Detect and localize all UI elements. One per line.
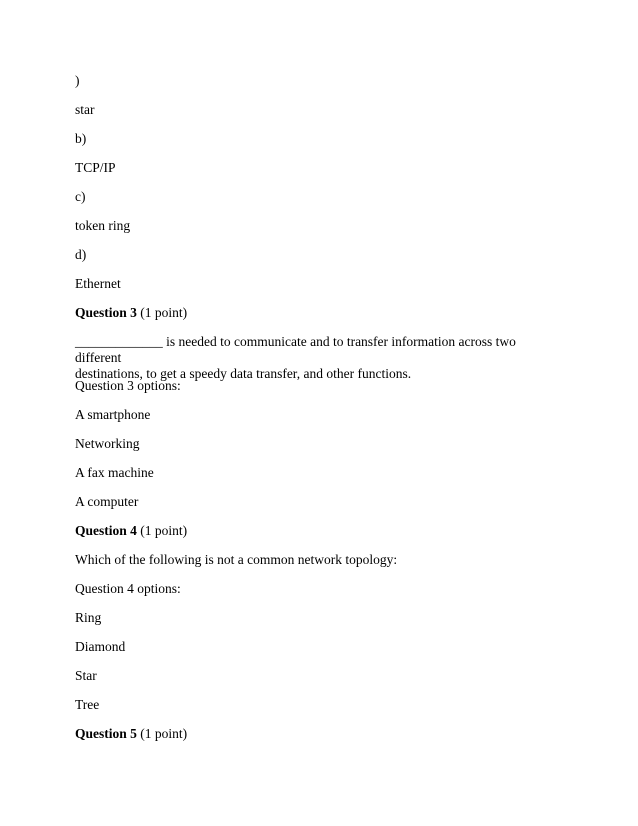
q2-label-d: d)	[75, 247, 87, 262]
q4-question-text: Which of the following is not a common network topology:	[75, 552, 398, 567]
q3-option[interactable]: A smartphone	[75, 407, 151, 422]
q3-option[interactable]: A fax machine	[75, 465, 154, 480]
q2-option-b: TCP/IP	[75, 160, 116, 175]
q3-question-text	[75, 334, 545, 382]
q4-heading	[75, 523, 187, 539]
q2-option-c: token ring	[75, 218, 131, 233]
q3-text-line2: destinations, to get a speedy data transfer, and other functions.	[75, 366, 412, 381]
q3-option[interactable]: A computer	[75, 494, 139, 509]
q3-title: Question 3	[75, 305, 137, 320]
q2-label-b: b)	[75, 131, 87, 146]
q5-heading	[75, 726, 187, 742]
q4-title: Question 4	[75, 523, 137, 538]
q2-option-a: star	[75, 102, 95, 117]
q2-label-c: c)	[75, 189, 86, 204]
q2-option-d: Ethernet	[75, 276, 121, 291]
q4-option[interactable]: Ring	[75, 610, 102, 625]
q3-blank: _____________	[75, 334, 163, 349]
q5-points: (1 point)	[136, 726, 188, 741]
q3-heading	[75, 305, 187, 321]
q3-option[interactable]: Networking	[75, 436, 140, 451]
q5-title: Question 5	[75, 726, 137, 741]
q3-text-line1: is needed to communicate and to transfer information across two different	[75, 334, 516, 365]
q4-options-label: Question 4 options:	[75, 581, 181, 596]
q3-points: (1 point)	[136, 305, 188, 320]
q4-option[interactable]: Diamond	[75, 639, 126, 654]
q4-option[interactable]: Tree	[75, 697, 100, 712]
q3-options-label: Question 3 options:	[75, 378, 181, 393]
q4-points: (1 point)	[136, 523, 188, 538]
q4-option[interactable]: Star	[75, 668, 97, 683]
q2-label-a-fragment: )	[75, 73, 80, 88]
